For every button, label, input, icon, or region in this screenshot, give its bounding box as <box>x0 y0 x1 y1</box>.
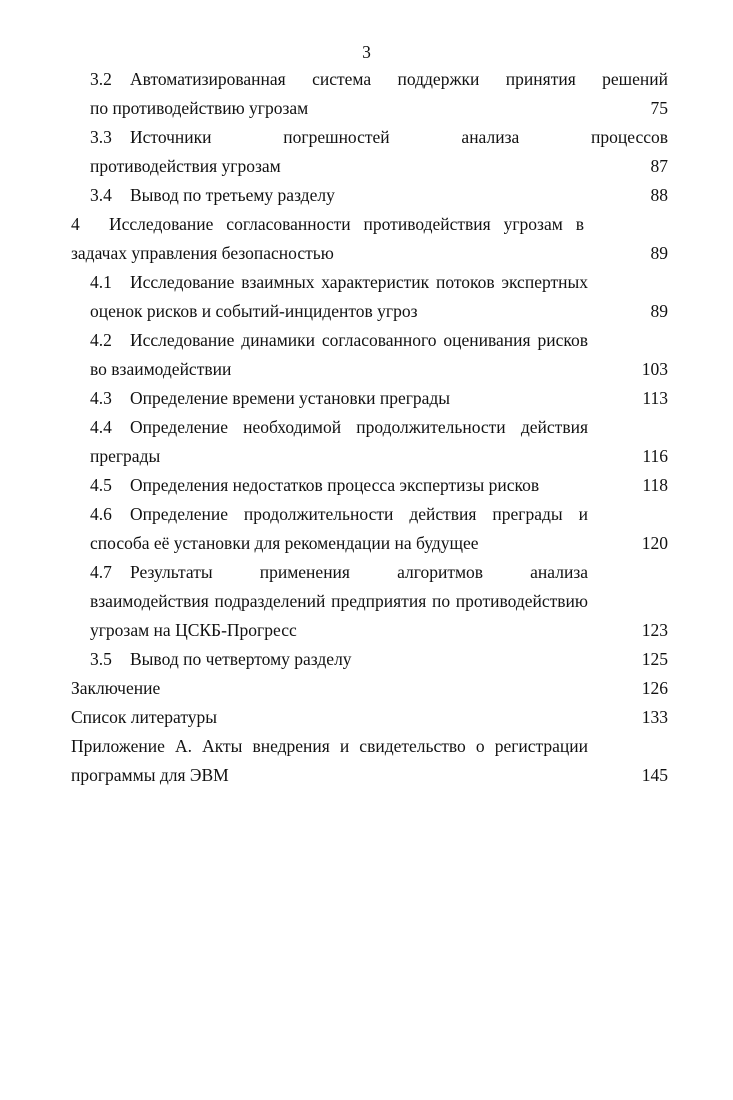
toc-entry-title-cont: преграды <box>90 446 161 466</box>
toc-entry-title: Определение продолжительности действия преграды и <box>130 504 588 524</box>
toc-entry-3-5 <box>71 645 668 674</box>
toc-entry-4-7-cont1 <box>71 587 668 616</box>
toc-entry-number: 4.5 <box>90 475 112 495</box>
toc-entry-page: 145 <box>641 761 668 790</box>
toc-entry-4-7-cont2 <box>71 616 668 645</box>
toc-entry-3-3-cont <box>71 152 668 181</box>
toc-entry-title: Определение необходимой продолжительности действия <box>130 417 588 437</box>
toc-entry-number: 4.7 <box>90 562 112 582</box>
toc-entry-title-cont: взаимодействия подразделений предприятия по противодействию <box>90 591 588 611</box>
toc-entry-page: 113 <box>641 384 668 413</box>
toc-entry-3-2-cont <box>71 94 668 123</box>
toc-entry-number: 3.3 <box>90 127 112 147</box>
toc-entry-title-cont: программы для ЭВМ <box>71 765 229 785</box>
toc-entry-4-7 <box>71 558 668 587</box>
toc-entry-title: Вывод по четвертому разделу <box>130 649 352 669</box>
toc-entry-4-cont <box>71 239 668 268</box>
toc-entry-page: 103 <box>641 355 668 384</box>
table-of-contents <box>71 65 668 790</box>
toc-entry-4-6-cont <box>71 529 668 558</box>
toc-entry-page: 118 <box>641 471 668 500</box>
toc-entry-title-cont: по противодействию угрозам <box>90 98 309 118</box>
toc-entry-title: Список литературы <box>71 707 218 727</box>
toc-entry-title: Исследование динамики согласованного оценивания рисков <box>130 330 588 350</box>
toc-entry-title: Автоматизированная система поддержки принятия решений <box>130 69 668 89</box>
toc-entry-title: Приложение А. Акты внедрения и свидетельство о регистрации <box>71 736 588 756</box>
toc-entry-page: 89 <box>650 297 669 326</box>
toc-entry-number: 4.3 <box>90 388 112 408</box>
toc-entry-title: Результаты применения алгоритмов анализа <box>130 562 588 582</box>
toc-entry-number: 4.6 <box>90 504 112 524</box>
toc-entry-title-cont: оценок рисков и событий-инцидентов угроз <box>90 301 418 321</box>
toc-entry-page: 123 <box>641 616 668 645</box>
toc-entry-title: Определения недостатков процесса экспертизы рисков <box>130 475 540 495</box>
toc-entry-page: 133 <box>641 703 668 732</box>
toc-entry-4-3 <box>71 384 668 413</box>
toc-entry-4-4-cont <box>71 442 668 471</box>
toc-entry-3-2 <box>71 65 668 94</box>
toc-entry-4 <box>71 210 668 239</box>
toc-entry-conclusion <box>71 674 668 703</box>
toc-entry-page: 116 <box>641 442 668 471</box>
toc-entry-title: Исследование согласованности противодействия угрозам в <box>109 214 584 234</box>
toc-entry-page: 125 <box>641 645 668 674</box>
toc-entry-number: 3.4 <box>90 185 112 205</box>
toc-entry-references <box>71 703 668 732</box>
toc-entry-number: 4.4 <box>90 417 112 437</box>
toc-entry-title-cont: угрозам на ЦСКБ-Прогресс <box>90 620 297 640</box>
toc-entry-page: 120 <box>641 529 668 558</box>
toc-entry-page: 75 <box>650 94 669 123</box>
toc-entry-4-2 <box>71 326 668 355</box>
toc-entry-title-cont: способа её установки для рекомендации на будущее <box>90 533 479 553</box>
toc-entry-number: 4.1 <box>90 272 112 292</box>
toc-entry-number: 4 <box>71 214 80 234</box>
toc-entry-page: 87 <box>650 152 669 181</box>
toc-entry-page: 89 <box>650 239 669 268</box>
toc-entry-title: Вывод по третьему разделу <box>130 185 335 205</box>
toc-entry-4-5 <box>71 471 668 500</box>
toc-entry-number: 3.2 <box>90 69 112 89</box>
toc-entry-title-cont: задачах управления безопасностью <box>71 243 334 263</box>
toc-entry-3-4 <box>71 181 668 210</box>
toc-entry-page: 126 <box>641 674 668 703</box>
toc-entry-4-4 <box>71 413 668 442</box>
toc-entry-3-3 <box>71 123 668 152</box>
toc-entry-4-2-cont <box>71 355 668 384</box>
page-number: 3 <box>362 42 371 62</box>
toc-entry-number: 4.2 <box>90 330 112 350</box>
toc-entry-page: 88 <box>650 181 669 210</box>
toc-entry-number: 3.5 <box>90 649 112 669</box>
toc-entry-title-cont: противодействия угрозам <box>90 156 281 176</box>
toc-entry-4-1-cont <box>71 297 668 326</box>
toc-entry-4-1 <box>71 268 668 297</box>
toc-entry-4-6 <box>71 500 668 529</box>
toc-entry-appendix-a-cont <box>71 761 668 790</box>
toc-entry-title-cont: во взаимодействии <box>90 359 232 379</box>
toc-entry-appendix-a <box>71 732 668 761</box>
toc-entry-title: Заключение <box>71 678 161 698</box>
toc-entry-title: Исследование взаимных характеристик потоков экспертных <box>130 272 588 292</box>
toc-entry-title: Определение времени установки преграды <box>130 388 451 408</box>
toc-entry-title: Источники погрешностей анализа процессов <box>130 127 668 147</box>
